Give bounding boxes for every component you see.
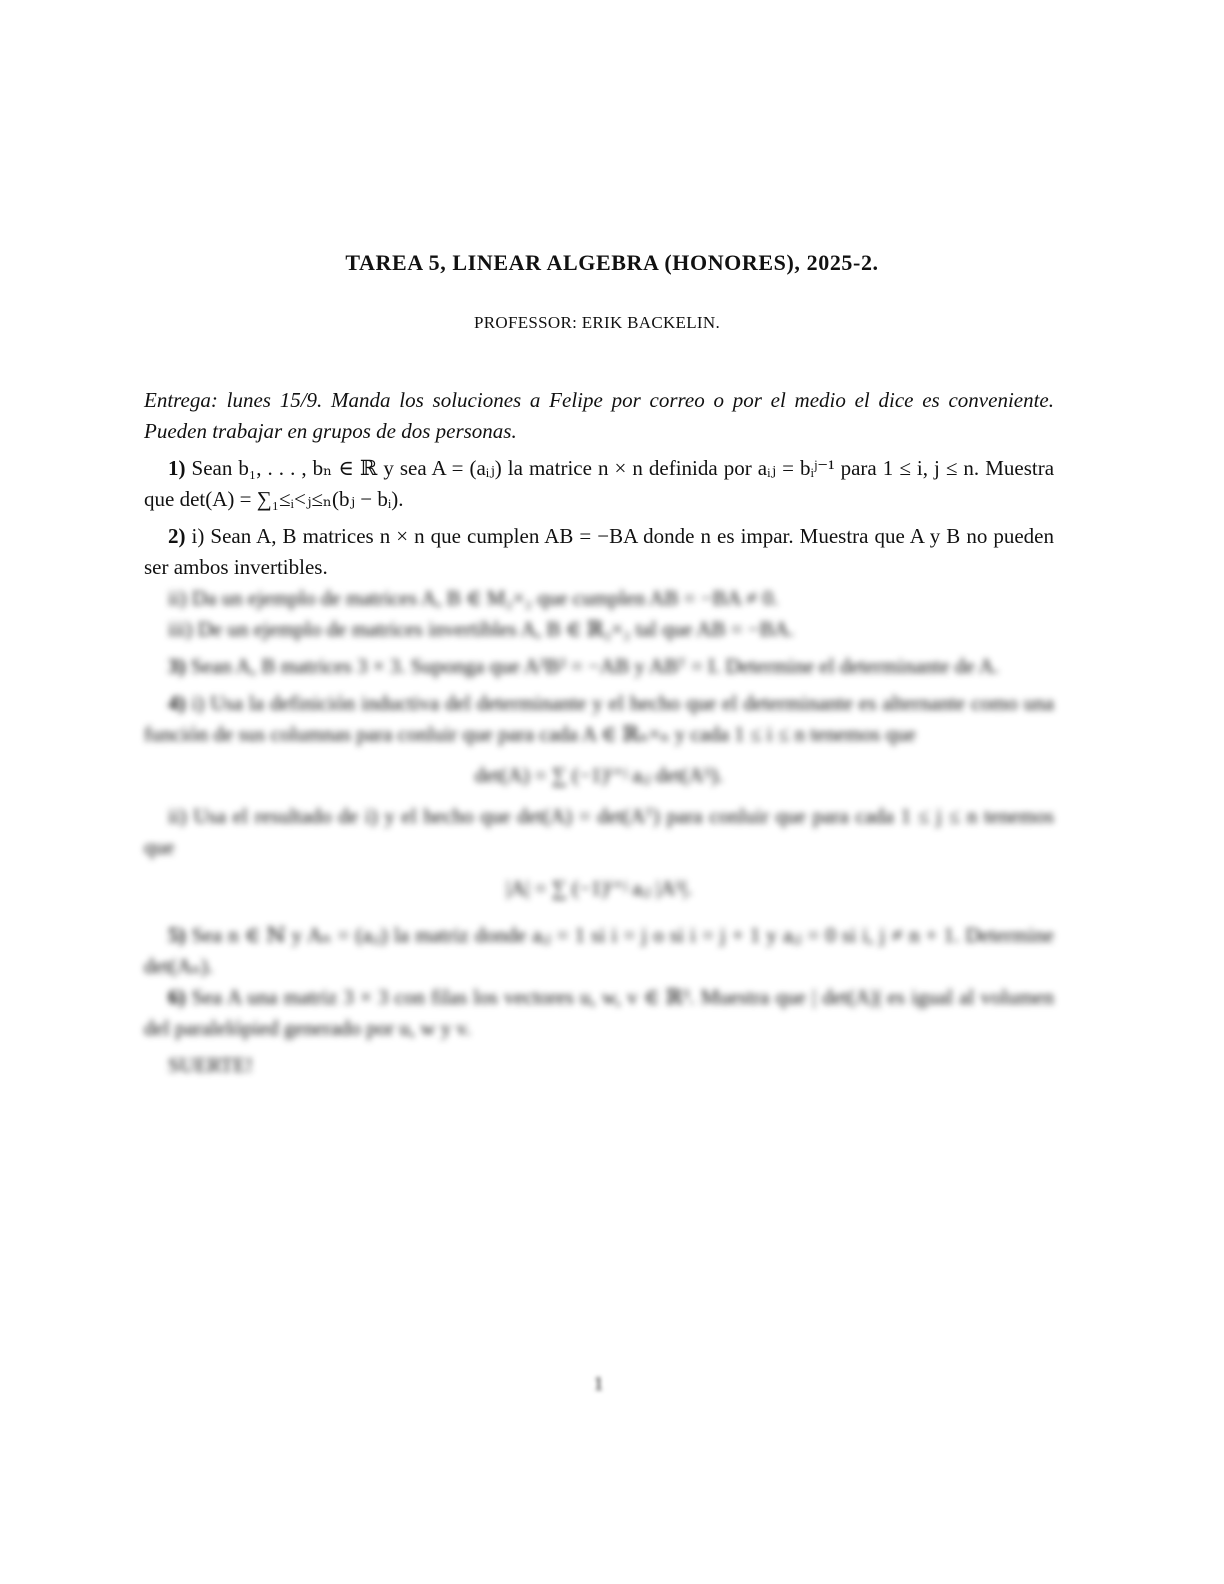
problem-4-number: 4)	[168, 691, 186, 715]
problem-2-part-iii: iii) De un ejemplo de matrices invertibles A, B ∈ ℝ₂×₂ tal que AB = −BA.	[168, 617, 795, 641]
intro-paragraph: Entrega: lunes 15/9. Manda los soluciones a Felipe por correo o por el medio el dice es conveniente. Pueden trabajar en grupos de dos personas.	[144, 388, 1054, 443]
problem-6-number: 6)	[168, 985, 186, 1009]
problem-1-number: 1)	[168, 456, 186, 480]
problem-5	[144, 920, 1054, 982]
problem-1-line2: 1 ≤ i, j ≤ n. Muestra que det(A) = ∑₁≤ᵢ<ⱼ≤ₙ(bⱼ − bᵢ).	[144, 456, 1055, 511]
problem-1-line1: Sean b₁, . . . , bₙ ∈ ℝ y sea A = (aᵢⱼ) la matrice n × n definida por aᵢⱼ = bᵢʲ⁻¹ para	[191, 456, 877, 480]
document-body	[144, 385, 1054, 1081]
problem-6-text: Sea A una matriz 3 × 3 con filas los vectores u, w, v ∈ ℝ³. Muestra que | det(A)| es igual al volumen del paralelópied generado por u, w y v.	[144, 985, 1054, 1040]
problem-2-part-i-text: i) Sean A, B matrices n × n que cumplen AB = −BA donde n es impar. Muestra que A y B no pueden ser ambos invertibles.	[144, 524, 1054, 579]
problem-1	[144, 453, 1054, 515]
formula-column-expansion: |A| = ∑ (−1)ⁱ⁺ʲ aᵢⱼ |Aⁱʲ|.	[505, 876, 693, 900]
closing-text: SUERTE!	[168, 1053, 254, 1077]
problem-2-part-i	[144, 521, 1054, 583]
problem-5-text: Sea n ∈ ℕ y Aₙ = (aᵢⱼ) la matriz donde aᵢⱼ = 1 si i = j o si i = j + 1 y aᵢⱼ = 0 si i, j ≠ n + 1. Determine det(Aₙ).	[144, 923, 1055, 978]
blurred-remainder	[144, 651, 1054, 1081]
problem-4-part-i	[144, 688, 1054, 750]
problem-3-number: 3)	[168, 654, 186, 678]
problem-3	[144, 651, 1054, 682]
problem-4-part-i-text: i) Usa la definición inductiva del determinante y el hecho que el determinante es alternante como una función de sus columnas para conluir que para cada A ∈ ℝₙ×ₙ y cada 1 ≤ i ≤ n tenemos que	[144, 691, 1054, 746]
document-title: TAREA 5, LINEAR ALGEBRA (HONORES), 2025-2.	[345, 250, 879, 275]
problem-3-text: Sean A, B matrices 3 × 3. Suponga que A²B² = −AB y ABᵀ = I. Determine el determinante de A.	[190, 654, 1000, 678]
problem-4-part-ii: ii) Usa el resultado de i) y el hecho que det(A) = det(Aᵀ) para conluir que para cada 1 ≤ j ≤ n tenemos que	[144, 804, 1054, 859]
formula-row-expansion: det(A) = ∑ (−1)ⁱ⁺ʲ aᵢⱼ det(Aⁱʲ).	[474, 763, 724, 787]
document-author: PROFESSOR: ERIK BACKELIN.	[473, 313, 720, 332]
problem-6	[144, 982, 1054, 1044]
problem-5-number: 5)	[168, 923, 186, 947]
problem-2-part-ii: ii) Da un ejemplo de matrices A, B ∈ M₂×₂ que cumplen AB = −BA ≠ 0.	[168, 586, 779, 610]
page-number: 1	[593, 1373, 604, 1395]
problem-2-number: 2)	[168, 524, 186, 548]
